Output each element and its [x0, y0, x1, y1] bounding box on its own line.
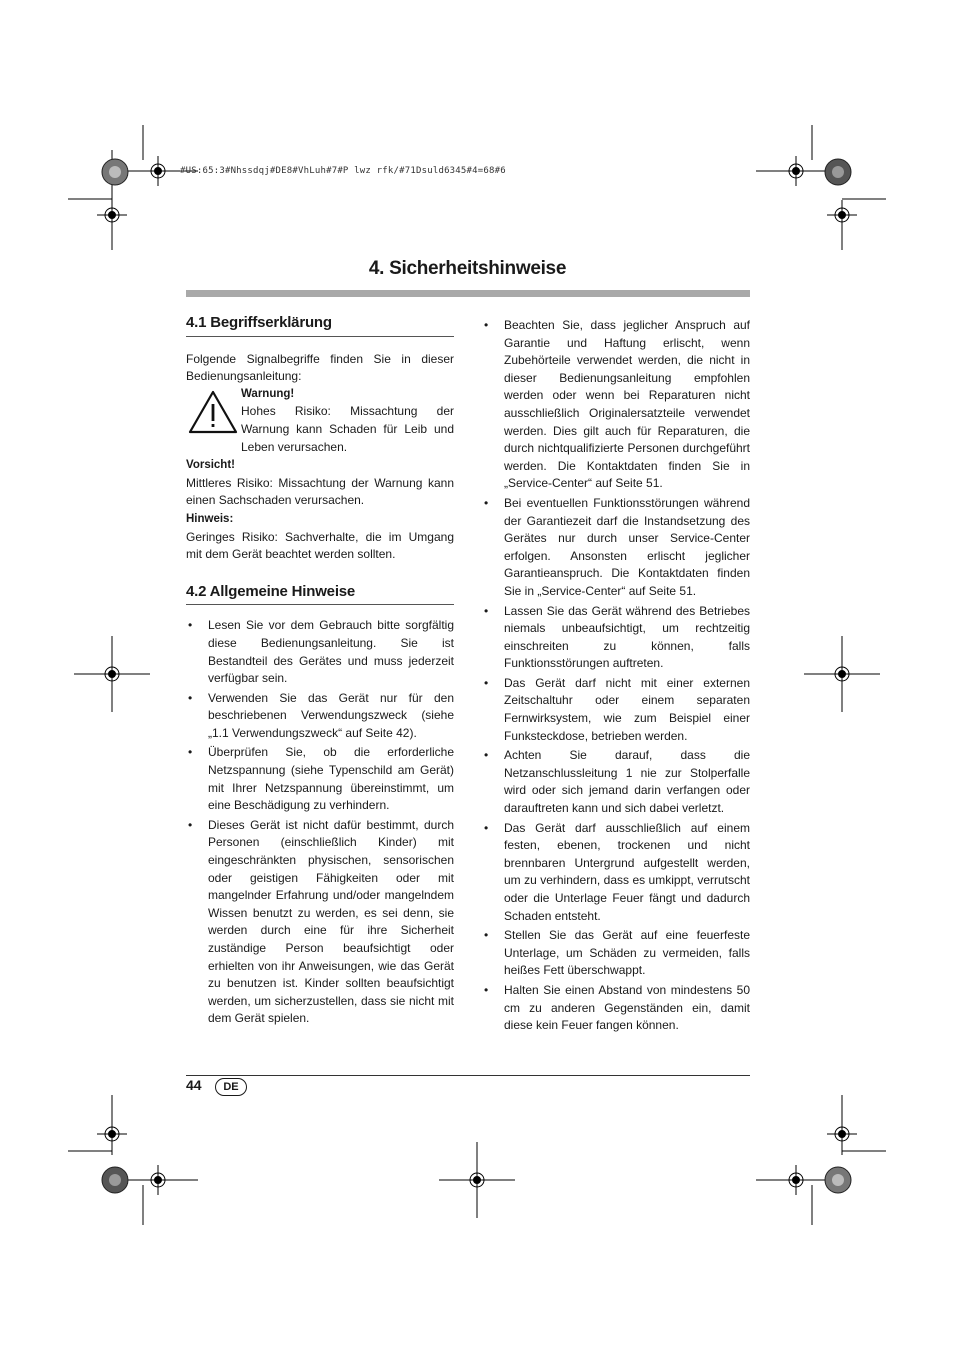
list-item: • Achten Sie darauf, dass die Netzanschlussleitung 1 nie zur Stolperfalle wird oder sich jemand darin verfangen oder darauftreten kann und sich dabei verletzt. — [482, 747, 750, 817]
title-rule — [186, 290, 750, 297]
intro-text: Folgende Signalbegriffe finden Sie in dieser Bedienungsanleitung: — [186, 351, 454, 384]
page-number: 44 — [186, 1077, 202, 1093]
right-column — [482, 317, 750, 1037]
language-badge: DE — [215, 1078, 247, 1096]
warning-triangle-icon — [188, 390, 238, 434]
caution-text: Mittleres Risiko: Missachtung der Warnung kann einen Sachschaden verursachen. — [186, 475, 454, 508]
chapter-title: 4. Sicherheitshinweise — [368, 258, 567, 279]
list-item: • Beachten Sie, dass jeglicher Anspruch auf Garantie und Haftung erlischt, wenn Zubehörteile verwendet werden, die nicht in dieser Bedienungsanleitung empfohlen werden oder wenn bei Reparaturen nicht ausschließlich Originalersatzteile verwendet werden. Dies gilt auch für Reparaturen, die durch nichtqualifizierte Personen durchgeführt werden. Die Kontaktdaten finden Sie in „Service-Center“ auf Seite 51. — [482, 317, 750, 493]
note-text: Geringes Risiko: Sachverhalte, die im Umgang mit dem Gerät beachtet werden sollten. — [186, 529, 454, 562]
bullet-list-right — [482, 317, 750, 1035]
print-slug: #US:65:3#Nhssdqj#DE8#VhLuh#7#P lwz rfk/#71Dsuld6345#4=68#6 — [180, 166, 506, 176]
caution-label: Vorsicht! — [186, 459, 235, 472]
list-item: • Halten Sie einen Abstand von mindestens 50 cm zu anderen Gegenständen ein, damit diese kein Feuer fangen können. — [482, 982, 750, 1035]
list-item: • Dieses Gerät ist nicht dafür bestimmt, durch Personen (einschließlich Kinder) mit eingeschränkten physischen, sensorischen oder geistigen Fähigkeiten oder mit mangelnder Erfahrung und/oder mangelndem Wissen benutzt zu werden, es sei denn, sie werden durch eine für ihre Sicherheit zuständige Person beaufsichtigt oder erhielten von ihr Anweisungen, wie das Gerät zu benutzen ist. Kinder sollten beaufsichtigt werden, um sicherzustellen, dass sie nicht mit dem Gerät spielen. — [186, 817, 454, 1028]
bullet-list-left — [186, 617, 454, 1028]
list-item: • Lassen Sie das Gerät während des Betriebes niemals unbeaufsichtigt, um rechtzeitig einschreiten zu können, falls Funktionsstörungen auftreten. — [482, 603, 750, 673]
left-column — [186, 314, 454, 1030]
warning-text: Hohes Risiko: Missachtung der Warnung kann Schaden für Leib und Leben verursachen. — [241, 404, 454, 454]
list-item: • Stellen Sie das Gerät auf eine feuerfeste Unterlage, um Schäden zu vermeiden, falls heißes Fett überschwappt. — [482, 927, 750, 980]
warning-block — [186, 386, 454, 456]
list-item: • Überprüfen Sie, ob die erforderliche Netzspannung (siehe Typenschild am Gerät) mit Ihrer Netzspannung übereinstimmt, um eine Beschädigung zu verhindern. — [186, 744, 454, 814]
note-label: Hinweis: — [186, 512, 234, 525]
list-item: • Verwenden Sie das Gerät nur für den beschriebenen Verwendungszweck (siehe „1.1 Verwendungszweck“ auf Seite 42). — [186, 690, 454, 743]
list-item: • Das Gerät darf ausschließlich auf einem festen, ebenen, trockenen und nicht brennbaren Untergrund aufgestellt werden, um zu verhindern, dass es umkippt, verrutscht oder die Unterlage Feuer fängt und dadurch Schaden entsteht. — [482, 820, 750, 926]
list-item: • Das Gerät darf nicht mit einer externen Zeitschaltuhr oder einem separaten Fernwirksystem, wie zum Beispiel einer Funksteckdose, betrieben werden. — [482, 675, 750, 745]
warning-label: Warnung! — [241, 387, 295, 400]
section-heading-allgemeine-hinweise: 4.2 Allgemeine Hinweise — [186, 583, 454, 606]
list-item: • Bei eventuellen Funktionsstörungen während der Garantiezeit darf die Instandsetzung des Gerätes nur durch unser Service-Center erfolgen. Ansonsten erlischt jeglicher Garantieanspruch. Die Kontaktdaten finden Sie in „Service-Center“ auf Seite 51. — [482, 495, 750, 601]
list-item: • Lesen Sie vor dem Gebrauch bitte sorgfältig diese Bedienungsanleitung. Sie ist Bestandteil des Gerätes und muss jederzeit verfügbar sein. — [186, 617, 454, 687]
section-heading-begriffserklaerung: 4.1 Begriffserklärung — [186, 314, 454, 337]
footer-rule — [186, 1075, 750, 1076]
